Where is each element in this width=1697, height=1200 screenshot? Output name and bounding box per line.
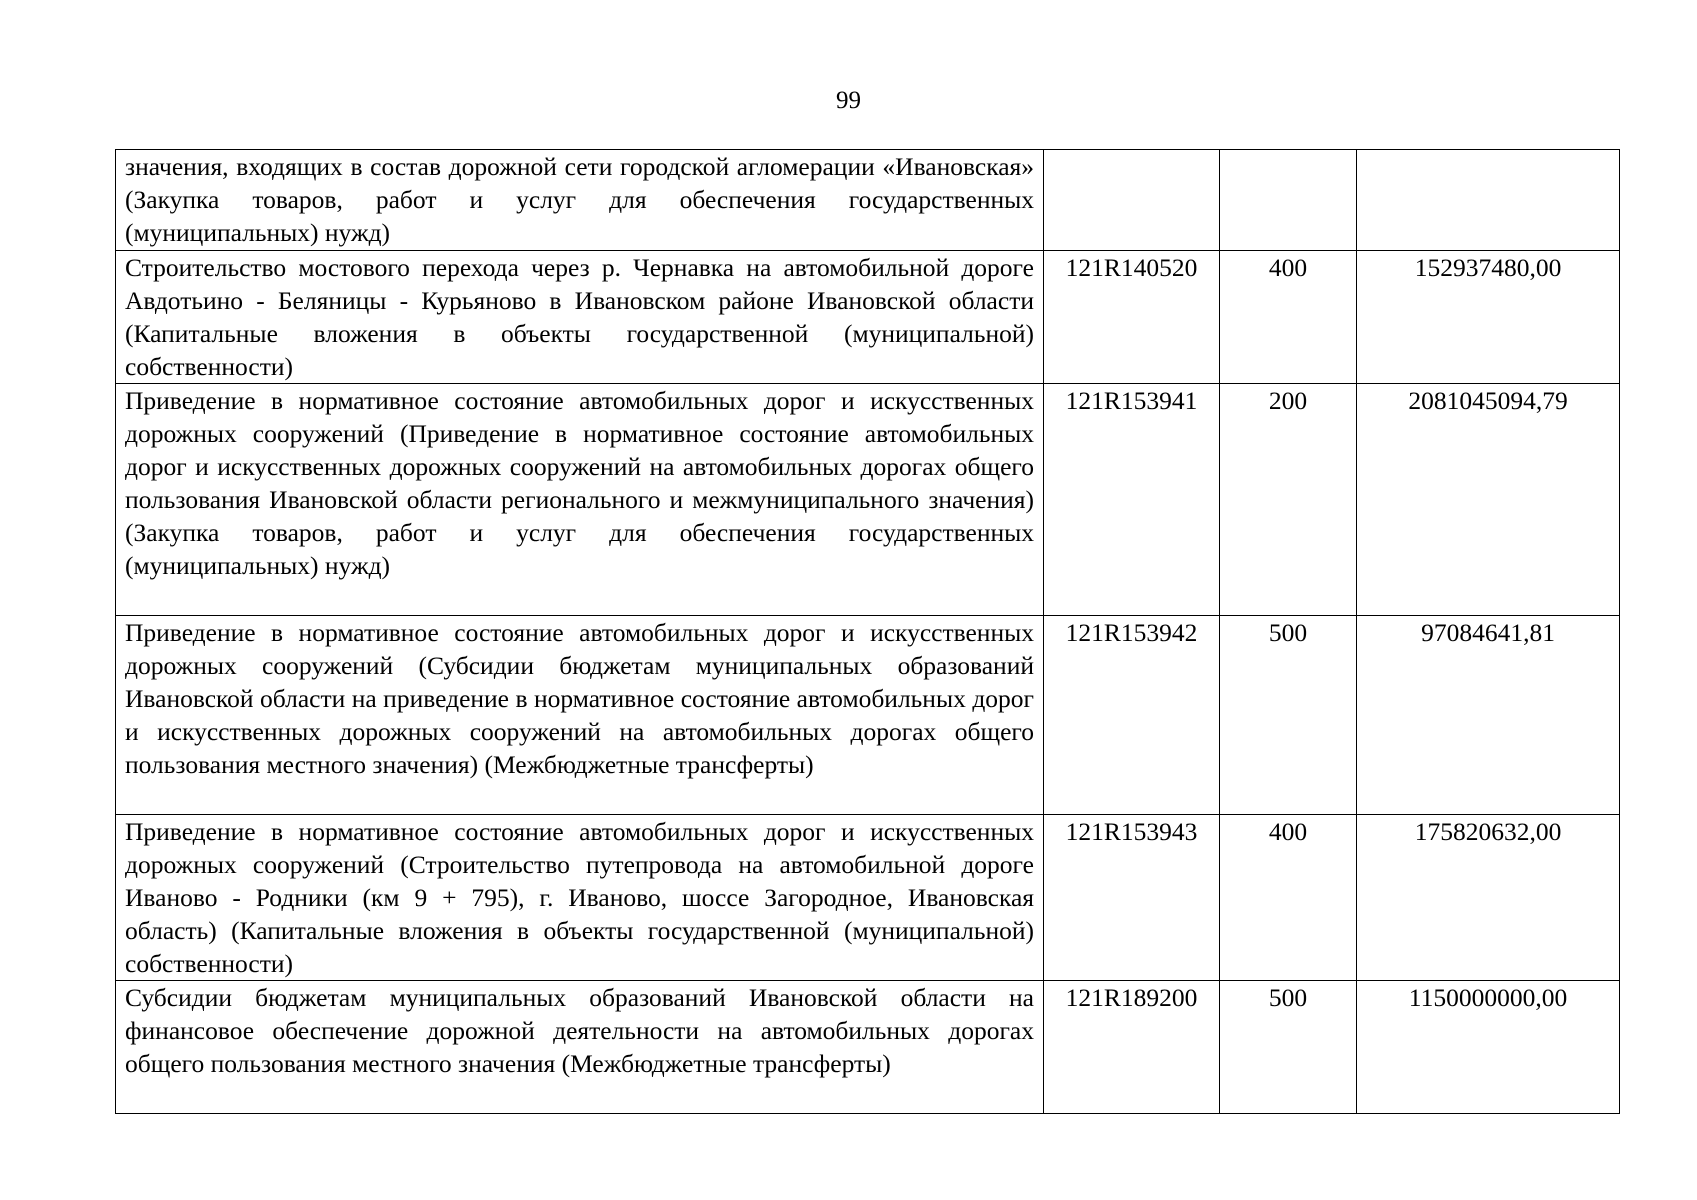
row-description: Строительство мостового перехода через р. Чернавка на автомобильной дороге Авдотьино - Беляницы - Курьяново в Ивановском районе Ивановской области (Капитальные вложения в объекты государственной (муниципальной) собственности) [116,251,1044,384]
row-target-code [1044,150,1220,251]
page-number: 99 [836,87,861,114]
row-description: Приведение в нормативное состояние автомобильных дорог и искусственных дорожных сооружений (Приведение в нормативное состояние автомобильных дорог и искусственных дорожных сооружений на автомобильных дорогах общего пользования Ивановской области регионального и межмуниципального значения) (Закупка товаров, работ и услуг для обеспечения государственных (муниципальных) нужд) [116,384,1044,616]
table-row [116,251,1620,384]
row-target-code: 121R189200 [1044,981,1220,1114]
row-description: Субсидии бюджетам муниципальных образований Ивановской области на финансовое обеспечение дорожной деятельности на автомобильных дорогах общего пользования местного значения (Межбюджетные трансферты) [116,981,1044,1114]
row-target-code: 121R153942 [1044,616,1220,815]
row-expense-type: 400 [1220,815,1357,981]
row-target-code: 121R153941 [1044,384,1220,616]
row-expense-type: 500 [1220,616,1357,815]
row-amount: 175820632,00 [1357,815,1620,981]
table-row [116,981,1620,1114]
row-target-code: 121R153943 [1044,815,1220,981]
row-expense-type: 500 [1220,981,1357,1114]
row-expense-type: 200 [1220,384,1357,616]
table-row [116,815,1620,981]
row-description: Приведение в нормативное состояние автомобильных дорог и искусственных дорожных сооружений (Строительство путепровода на автомобильной дороге Иваново - Родники (км 9 + 795), г. Иваново, шоссе Загородное, Ивановская область) (Капитальные вложения в объекты государственной (муниципальной) собственности) [116,815,1044,981]
row-target-code: 121R140520 [1044,251,1220,384]
row-amount: 152937480,00 [1357,251,1620,384]
row-amount: 1150000000,00 [1357,981,1620,1114]
row-amount [1357,150,1620,251]
table-row [116,150,1620,251]
table-row [116,616,1620,815]
row-description: Приведение в нормативное состояние автомобильных дорог и искусственных дорожных сооружений (Субсидии бюджетам муниципальных образований Ивановской области на приведение в нормативное состояние автомобильных дорог и искусственных дорожных сооружений на автомобильных дорогах общего пользования местного значения) (Межбюджетные трансферты) [116,616,1044,815]
row-description: значения, входящих в состав дорожной сети городской агломерации «Ивановская» (Закупка товаров, работ и услуг для обеспечения государственных (муниципальных) нужд) [116,150,1044,251]
row-expense-type [1220,150,1357,251]
table-row [116,384,1620,616]
budget-table [115,149,1620,1114]
row-amount: 97084641,81 [1357,616,1620,815]
row-expense-type: 400 [1220,251,1357,384]
row-amount: 2081045094,79 [1357,384,1620,616]
